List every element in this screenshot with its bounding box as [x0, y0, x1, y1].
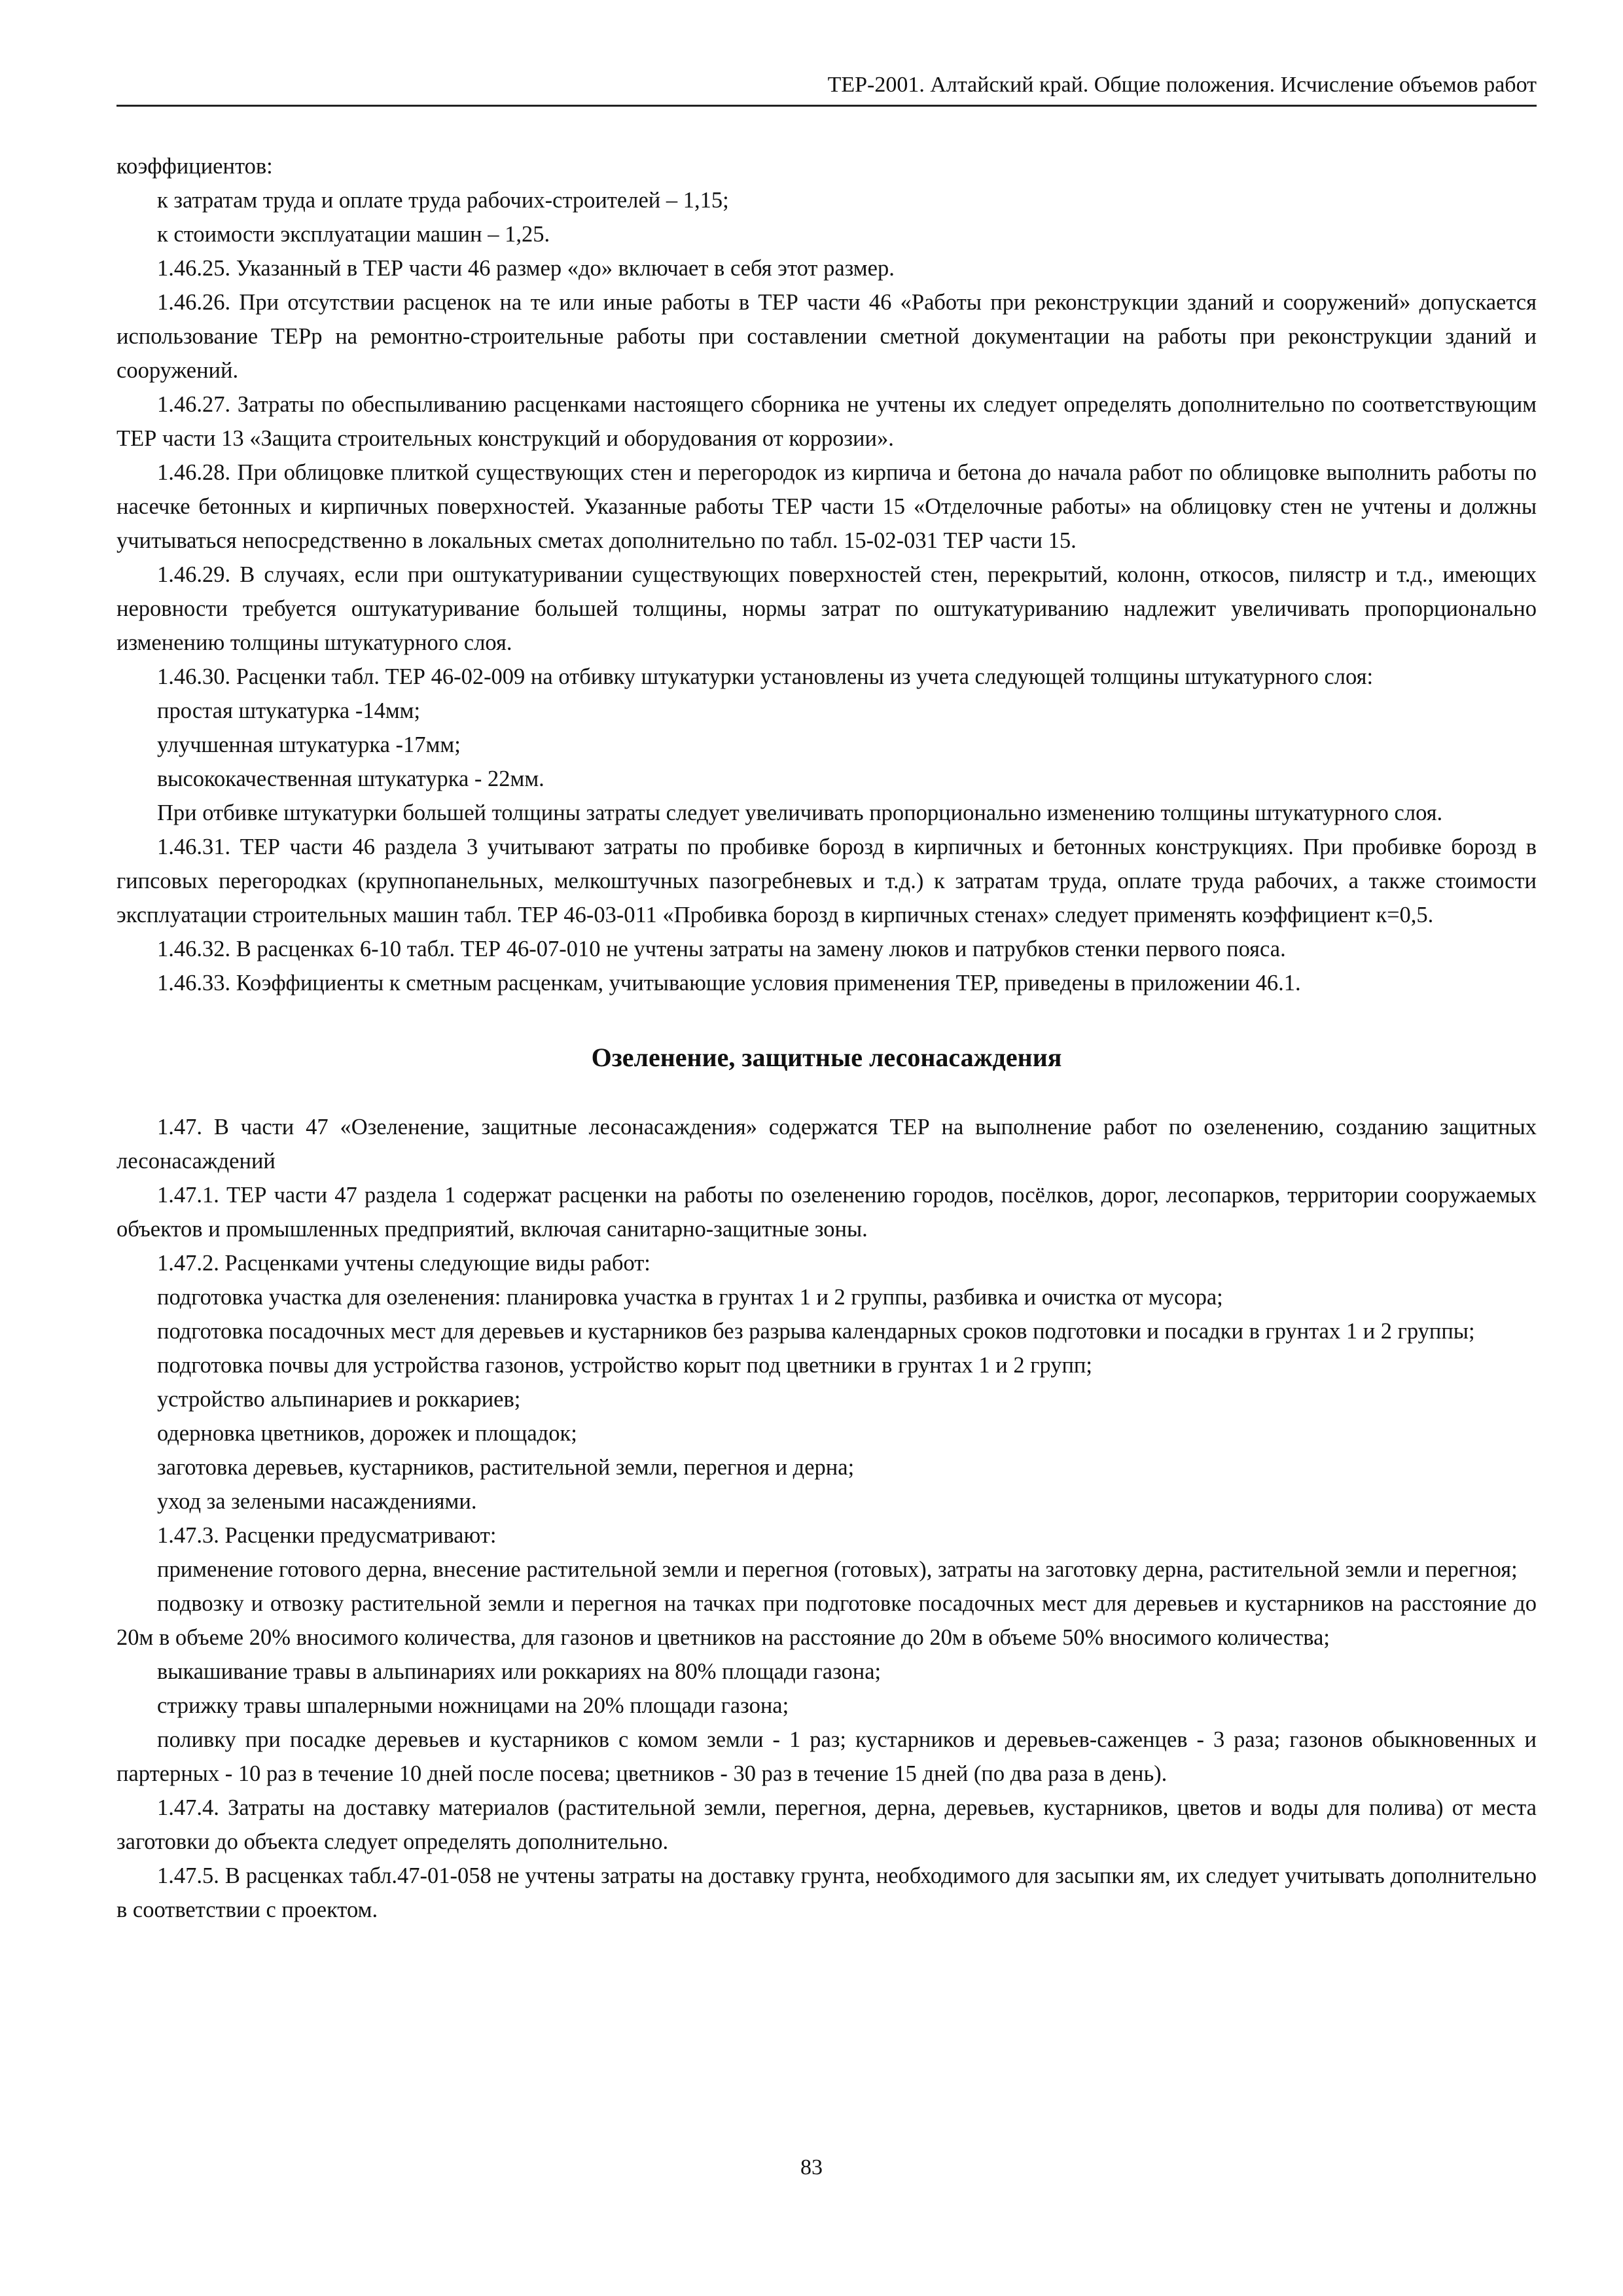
- list-item: применение готового дерна, внесение растительной земли и перегноя (готовых), затраты на заготовку дерна, растительной земли и перегноя;: [157, 1557, 1518, 1582]
- running-header: [116, 71, 1537, 107]
- paragraph: 1.46.30. Расценки табл. ТЕР 46-02-009 на отбивку штукатурки установлены из учета следующей толщины штукатурного слоя:: [157, 664, 1374, 689]
- paragraph: 1.47.5. В расценках табл.47-01-058 не учтены затраты на доставку грунта, необходимого для засыпки ям, их следует учитывать дополнительно в соответствии с проектом.: [116, 1863, 1537, 1922]
- list-item: устройство альпинариев и роккариев;: [157, 1387, 521, 1412]
- list-item: одерновка цветников, дорожек и площадок;: [157, 1421, 577, 1446]
- page-body: [116, 149, 1537, 1927]
- list-item: простая штукатурка -14мм;: [157, 698, 421, 723]
- paragraph: 1.47. В части 47 «Озеленение, защитные лесонасаждения» содержатся ТЕР на выполнение работ по озеленению, созданию защитных лесонасаждений: [116, 1115, 1537, 1174]
- paragraph: 1.46.29. В случаях, если при оштукатуривании существующих поверхностей стен, перекрытий, колонн, откосов, пилястр и т.д., имеющих неровности требуется оштукатуривание большей толщины, нормы затрат по оштукатуриванию надлежит увеличивать пропорционально изменению толщины штукатурного слоя.: [116, 562, 1537, 655]
- section-title: Озеленение, защитные лесонасаждения: [591, 1043, 1062, 1072]
- list-item: поливку при посадке деревьев и кустарников с комом земли - 1 раз; кустарников и деревьев-саженцев - 3 раза; газонов обыкновенных и партерных - 10 раз в течение 10 дней после посева; цветников - 30 раз в течение 15 дней (по два раза в день).: [116, 1727, 1537, 1786]
- paragraph: коэффициентов:: [116, 154, 273, 179]
- paragraph: 1.47.1. ТЕР части 47 раздела 1 содержат расценки на работы по озеленению городов, посёлков, дорог, лесопарков, территории сооружаемых объектов и промышленных предприятий, включая санитарно-защитные зоны.: [116, 1183, 1537, 1242]
- list-item: заготовка деревьев, кустарников, растительной земли, перегноя и дерна;: [157, 1455, 855, 1480]
- paragraph: 1.46.26. При отсутствии расценок на те или иные работы в ТЕР части 46 «Работы при реконструкции зданий и сооружений» допускается использование ТЕРр на ремонтно-строительные работы при составлении сметной документации на работы при реконструкции зданий и сооружений.: [116, 290, 1537, 383]
- list-item: подготовка участка для озеленения: планировка участка в грунтах 1 и 2 группы, разбивка и очистка от мусора;: [157, 1285, 1223, 1310]
- list-item: уход за зелеными насаждениями.: [157, 1489, 477, 1514]
- list-item: к стоимости эксплуатации машин – 1,25.: [157, 222, 550, 247]
- paragraph: 1.47.3. Расценки предусматривают:: [157, 1523, 497, 1548]
- paragraph: 1.46.32. В расценках 6-10 табл. ТЕР 46-07-010 не учтены затраты на замену люков и патрубков стенки первого пояса.: [157, 937, 1286, 961]
- list-item: стрижку травы шпалерными ножницами на 20% площади газона;: [157, 1693, 789, 1718]
- paragraph: 1.47.2. Расценками учтены следующие виды работ:: [157, 1251, 651, 1276]
- paragraph: При отбивке штукатурки большей толщины затраты следует увеличивать пропорционально изменению толщины штукатурного слоя.: [157, 800, 1443, 825]
- paragraph: 1.46.25. Указанный в ТЕР части 46 размер «до» включает в себя этот размер.: [157, 256, 895, 281]
- list-item: улучшенная штукатурка -17мм;: [157, 732, 461, 757]
- running-header-title: ТЕР-2001. Алтайский край. Общие положения. Исчисление объемов работ: [827, 73, 1537, 97]
- list-item: подвозку и отвозку растительной земли и перегноя на тачках при подготовке посадочных мест для деревьев и кустарников на расстояние до 20м в объеме 20% вносимого количества, для газонов и цветников на расстояние до 20м в объеме 50% вносимого количества;: [116, 1591, 1537, 1650]
- list-item: высококачественная штукатурка - 22мм.: [157, 766, 544, 791]
- paragraph: 1.47.4. Затраты на доставку материалов (растительной земли, перегноя, дерна, деревьев, кустарников, цветов и воды для полива) от места заготовки до объекта следует определять дополнительно.: [116, 1795, 1537, 1854]
- paragraph: 1.46.31. ТЕР части 46 раздела 3 учитывают затраты по пробивке борозд в кирпичных и бетонных конструкциях. При пробивке борозд в гипсовых перегородках (крупнопанельных, мелкоштучных пазогребневых и т.д.) к затратам труда, оплате труда рабочих, а также стоимости эксплуатации строительных машин табл. ТЕР 46-03-011 «Пробивка борозд в кирпичных стенах» следует применять коэффициент к=0,5.: [116, 834, 1537, 927]
- paragraph: 1.46.28. При облицовке плиткой существующих стен и перегородок из кирпича и бетона до начала работ по облицовке выполнить работы по насечке бетонных и кирпичных поверхностей. Указанные работы ТЕР части 15 «Отделочные работы» на облицовку стен не учтены и должны учитываться непосредственно в локальных сметах дополнительно по табл. 15-02-031 ТЕР части 15.: [116, 460, 1537, 553]
- list-item: выкашивание травы в альпинариях или роккариях на 80% площади газона;: [157, 1659, 882, 1684]
- paragraph: 1.46.33. Коэффициенты к сметным расценкам, учитывающие условия применения ТЕР, приведены в приложении 46.1.: [157, 971, 1301, 996]
- list-item: подготовка почвы для устройства газонов, устройство корыт под цветники в грунтах 1 и 2 групп;: [157, 1353, 1092, 1378]
- page-number: 83: [800, 2155, 823, 2179]
- list-item: подготовка посадочных мест для деревьев и кустарников без разрыва календарных сроков подготовки и посадки в грунтах 1 и 2 группы;: [157, 1319, 1475, 1344]
- paragraph: 1.46.27. Затраты по обеспыливанию расценками настоящего сборника не учтены их следует определять дополнительно по соответствующим ТЕР части 13 «Защита строительных конструкций и оборудования от коррозии».: [116, 392, 1537, 451]
- list-item: к затратам труда и оплате труда рабочих-строителей – 1,15;: [157, 188, 729, 213]
